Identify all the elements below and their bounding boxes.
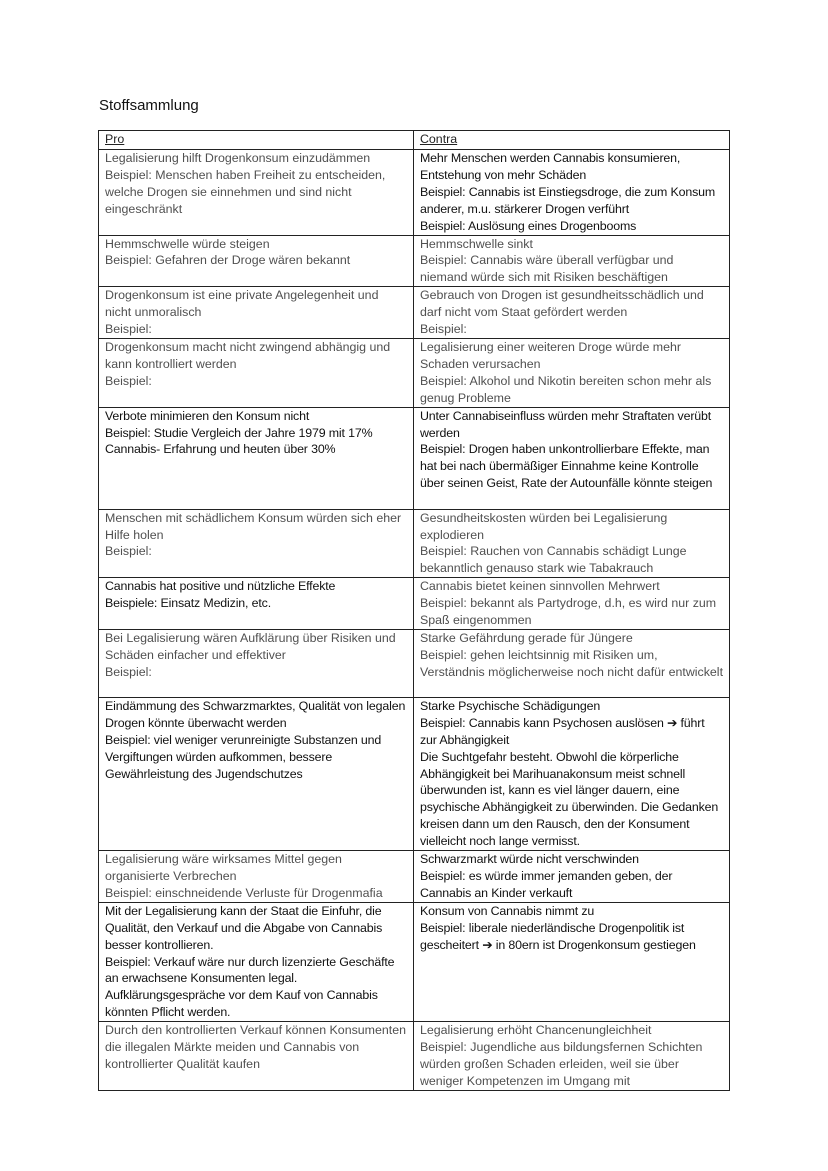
pro-cell: Legalisierung hilft Drogenkonsum einzudämmen Beispiel: Menschen haben Freiheit zu entscheiden, welche Drogen sie einnehmen und sind nicht eingeschränkt xyxy=(99,150,414,236)
table-row xyxy=(99,235,730,287)
page-title: Stoffsammlung xyxy=(99,97,199,114)
contra-cell: Cannabis bietet keinen sinnvollen Mehrwert Beispiel: bekannt als Partydroge, d.h, es wird nur zum Spaß eingenommen xyxy=(413,578,729,630)
pro-header: Pro xyxy=(99,131,414,150)
table-row xyxy=(99,851,730,903)
pro-cell: Hemmschwelle würde steigen Beispiel: Gefahren der Droge wären bekannt xyxy=(99,235,414,287)
contra-cell: Legalisierung einer weiteren Droge würde mehr Schaden verursachen Beispiel: Alkohol und Nikotin bereiten schon mehr als genug Probleme xyxy=(413,338,729,407)
table-row xyxy=(99,150,730,236)
pro-cell: Drogenkonsum ist eine private Angelegenheit und nicht unmoralisch Beispiel: xyxy=(99,287,414,339)
table-row xyxy=(99,629,730,697)
contra-cell: Schwarzmarkt würde nicht verschwinden Beispiel: es würde immer jemanden geben, der Cannabis an Kinder verkauft xyxy=(413,851,729,903)
contra-cell: Mehr Menschen werden Cannabis konsumieren, Entstehung von mehr Schäden Beispiel: Cannabis ist Einstiegsdroge, die zum Konsum anderer, m.u. stärkerer Drogen verführt Beispiel: Auslösung eines Drogenbooms xyxy=(413,150,729,236)
pro-cell: Bei Legalisierung wären Aufklärung über Risiken und Schäden einfacher und effektiver Beispiel: xyxy=(99,629,414,697)
contra-cell: Starke Psychische Schädigungen Beispiel: Cannabis kann Psychosen auslösen ➔ führt zur Abhängigkeit Die Suchtgefahr besteht. Obwohl die körperliche Abhängigkeit bei Marihuanakonsum meist schnell überwunden ist, kann es viel länger dauern, eine psychische Abhängigkeit zu überwinden. Die Gedanken kreisen dann um den Rausch, den der Konsument vielleicht noch lange vermisst. xyxy=(413,697,729,850)
contra-cell: Gebrauch von Drogen ist gesundheitsschädlich und darf nicht vom Staat gefördert werden Beispiel: xyxy=(413,287,729,339)
pro-cell: Legalisierung wäre wirksames Mittel gegen organisierte Verbrechen Beispiel: einschneidende Verluste für Drogenmafia xyxy=(99,851,414,903)
table-row xyxy=(99,287,730,339)
pro-cell: Cannabis hat positive und nützliche Effekte Beispiele: Einsatz Medizin, etc. xyxy=(99,578,414,630)
table-row xyxy=(99,1022,730,1091)
contra-cell: Legalisierung erhöht Chancenungleichheit Beispiel: Jugendliche aus bildungsfernen Schichten würden großen Schaden erleiden, weil sie über weniger Kompetenzen im Umgang mit xyxy=(413,1022,729,1091)
table-row xyxy=(99,509,730,578)
argument-table xyxy=(98,130,730,1091)
table-row xyxy=(99,407,730,509)
contra-cell: Starke Gefährdung gerade für Jüngere Beispiel: gehen leichtsinnig mit Risiken um, Verständnis möglicherweise noch nicht dafür entwickelt xyxy=(413,629,729,697)
contra-cell: Hemmschwelle sinkt Beispiel: Cannabis wäre überall verfügbar und niemand würde sich mit Risiken beschäftigen xyxy=(413,235,729,287)
table-header-row xyxy=(99,131,730,150)
pro-cell: Menschen mit schädlichem Konsum würden sich eher Hilfe holen Beispiel: xyxy=(99,509,414,578)
contra-cell: Gesundheitskosten würden bei Legalisierung explodieren Beispiel: Rauchen von Cannabis schädigt Lunge bekanntlich genauso stark wie Tabakrauch xyxy=(413,509,729,578)
pro-cell: Verbote minimieren den Konsum nicht Beispiel: Studie Vergleich der Jahre 1979 mit 17% Cannabis- Erfahrung und heuten über 30% xyxy=(99,407,414,509)
table-row xyxy=(99,697,730,850)
contra-cell: Unter Cannabiseinfluss würden mehr Straftaten verübt werden Beispiel: Drogen haben unkontrollierbare Effekte, man hat bei nach übermäßiger Einnahme keine Kontrolle über seinen Geist, Rate der Autounfälle könnte steigen xyxy=(413,407,729,509)
table-row xyxy=(99,338,730,407)
table-row xyxy=(99,902,730,1021)
pro-cell: Mit der Legalisierung kann der Staat die Einfuhr, die Qualität, den Verkauf und die Abgabe von Cannabis besser kontrollieren. Beispiel: Verkauf wäre nur durch lizenzierte Geschäfte an erwachsene Konsumenten legal. Aufklärungsgespräche vor dem Kauf von Cannabis könnten Pflicht werden. xyxy=(99,902,414,1021)
pro-cell: Durch den kontrollierten Verkauf können Konsumenten die illegalen Märkte meiden und Cannabis von kontrollierter Qualität kaufen xyxy=(99,1022,414,1091)
pro-cell: Drogenkonsum macht nicht zwingend abhängig und kann kontrolliert werden Beispiel: xyxy=(99,338,414,407)
contra-cell: Konsum von Cannabis nimmt zu Beispiel: liberale niederländische Drogenpolitik ist gescheitert ➔ in 80ern ist Drogenkonsum gestiegen xyxy=(413,902,729,1021)
table-row xyxy=(99,578,730,630)
contra-header: Contra xyxy=(413,131,729,150)
pro-cell: Eindämmung des Schwarzmarktes, Qualität von legalen Drogen könnte überwacht werden Beispiel: viel weniger verunreinigte Substanzen und Vergiftungen würden aufkommen, bessere Gewährleistung des Jugendschutzes xyxy=(99,697,414,850)
